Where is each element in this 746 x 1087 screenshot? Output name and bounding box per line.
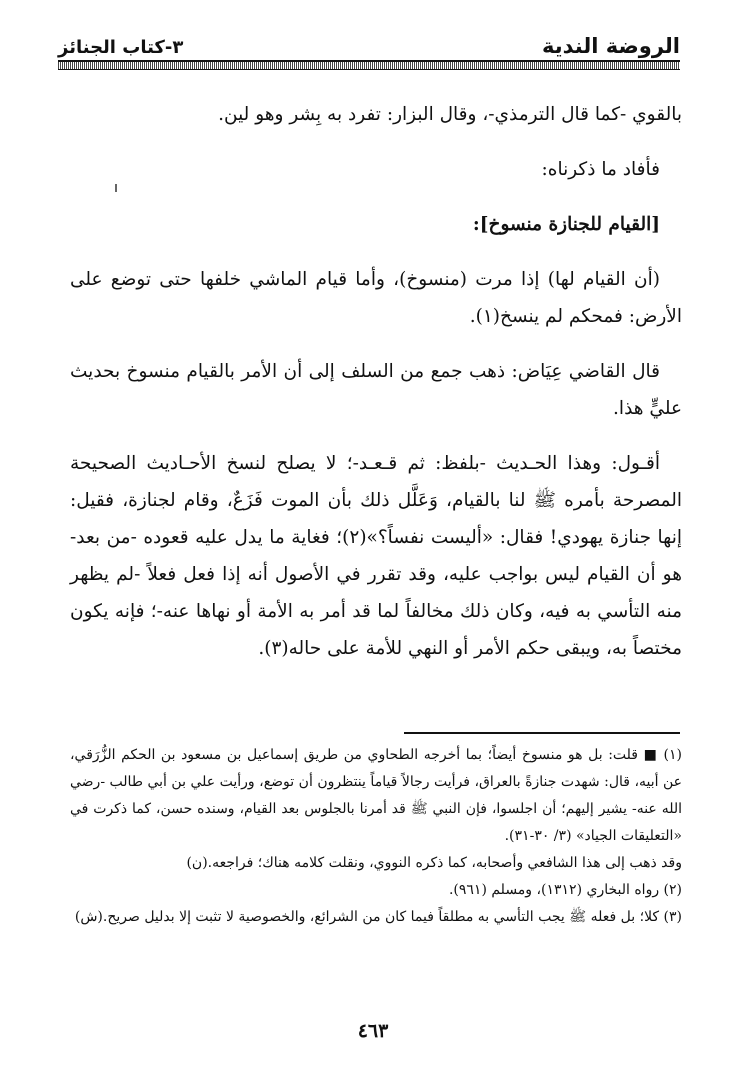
main-text [70, 96, 682, 685]
paragraph-2: فأفاد ما ذكرناه: [541, 159, 660, 180]
paragraph-3: (أن القيام لها) إذا مرت (منسوخ)، وأما قيام الماشي خلفها حتى توضع على الأرض: فمحكم لم ينسخ(١). [70, 269, 682, 327]
running-header [58, 28, 680, 58]
footnote-1-continued: وقد ذهب إلى هذا الشافعي وأصحابه، كما ذكره النووي، ونقلت كلامه هناك؛ فراجعه.(ن) [186, 855, 682, 871]
book-title: الروضة الندية [542, 34, 680, 58]
paragraph-5: أقـول: وهذا الحـديث -بلفظ: ثم قـعـد-؛ لا يصلح لنسخ الأحـاديث الصحيحة المصرحة بأمره ﷺ لنا بالقيام، وَعَلَّل ذلك بأن الموت فَزَعٌ، وقام لجنازة، فقيل: إنها جنازة يهودي! فقال: «أليست نفساً؟»(٢)؛ فغاية ما يدل عليه قعوده -من بعد- هو أن القيام ليس بواجب عليه، وقد تقرر في الأصول أنه إذا فعل فعلاً -لم يظهر منه التأسي به فيه، وكان ذلك مخالفاً لما قد أمر به الأمة أو نهاها عنه-؛ فإنه يكون مختصاً به، ويبقى حكم الأمر أو النهي للأمة على حاله(٣). [70, 453, 683, 659]
footnotes [70, 742, 682, 931]
footnote-rule [404, 732, 680, 734]
section-heading: [القيام للجنازة منسوخ]: [472, 214, 660, 235]
paragraph-4: قال القاضي عِيَاض: ذهب جمع من السلف إلى أن الأمر بالقيام منسوخ بحديث عليٍّ هذا. [70, 361, 682, 419]
footnote-2: (٢) رواه البخاري (١٣١٢)، ومسلم (٩٦١). [448, 882, 682, 898]
footnote-3: (٣) كلا؛ بل فعله ﷺ يجب التأسي به مطلقاً فيما كان من الشرائع، والخصوصية لا تثبت إلا بدليل صريح.(ش) [74, 909, 682, 925]
header-rule [58, 60, 680, 70]
page-number: ٤٦٣ [357, 1020, 389, 1042]
footnote-1: (١) ■ قلت: بل هو منسوخ أيضاً؛ بما أخرجه الطحاوي من طريق إسماعيل بن مسعود بن الحكم الزُّرَقي، عن أبيه، قال: شهدت جنازةً بالعراق، فرأيت رجالاً قياماً ينتظرون أن توضع، ورأيت علي بن أبي طالب -رضي الله عنه- يشير إليهم؛ أن اجلسوا، فإن النبي ﷺ قد أمرنا بالجلوس بعد القيام، وسنده حسن، كما ذكرت في «التعليقات الجياد» (٣/ ٣٠-٣١). [70, 747, 682, 844]
paragraph-1: بالقوي -كما قال الترمذي-، وقال البزار: تفرد به بِشر وهو لين. [218, 104, 682, 125]
chapter-title: ٣-كتاب الجنائز [58, 37, 184, 58]
